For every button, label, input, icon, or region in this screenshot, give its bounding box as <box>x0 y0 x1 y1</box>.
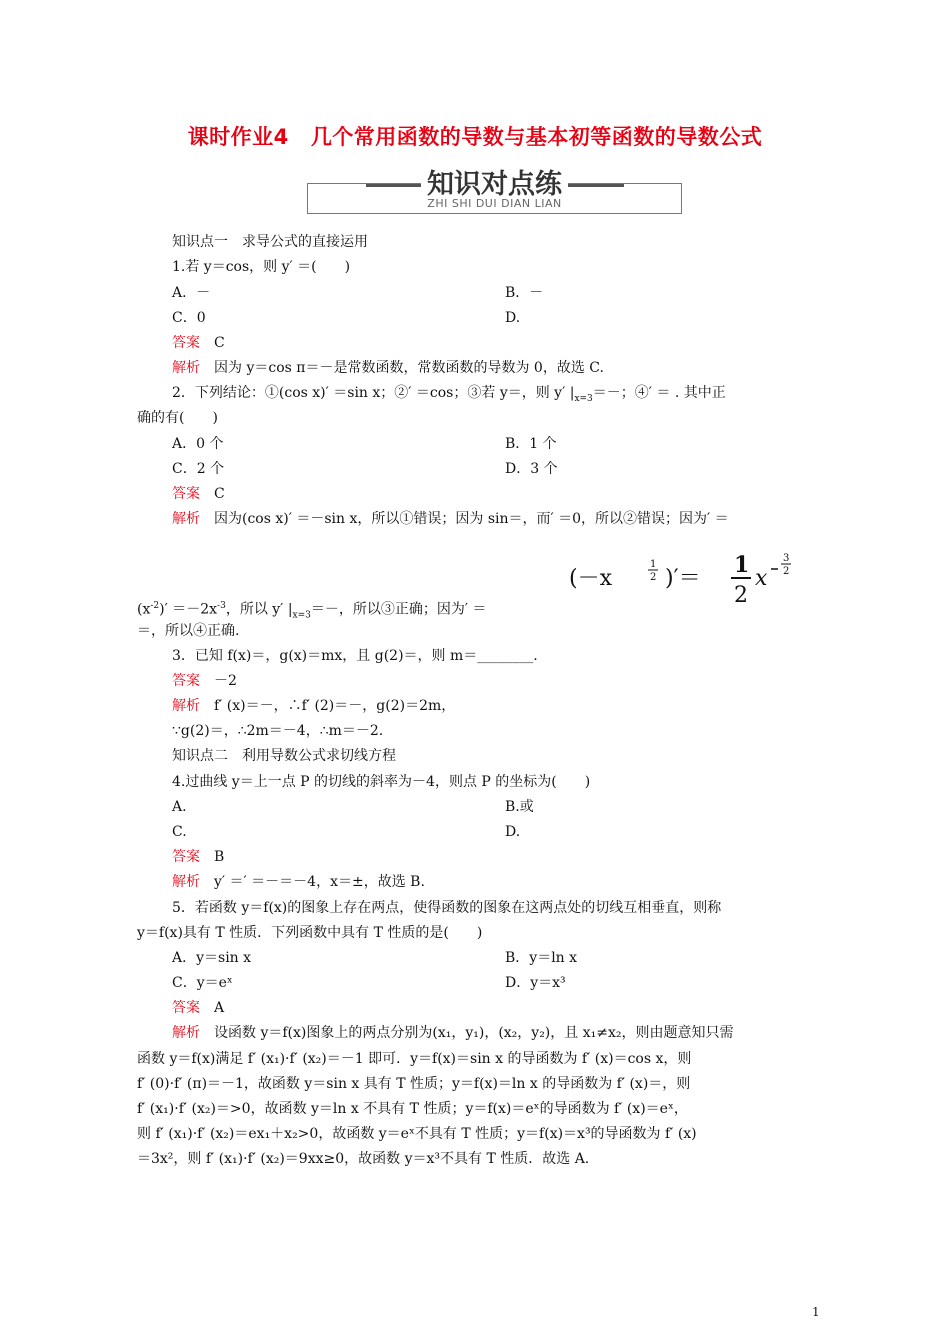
option-c: C．y＝eˣ <box>172 975 233 991</box>
analysis-line-cont: f′ (x₁)·f′ (x₂)＝>0，故函数 y＝ln x 不具有 T 性质；y＝f(x)＝eˣ的导函数为 f′ (x)＝eˣ， <box>137 1101 688 1117</box>
answer-line: 答案 A <box>172 1000 225 1016</box>
option-b: B．－ <box>505 285 544 301</box>
formula-image <box>569 545 815 605</box>
svg-text:2: 2 <box>650 572 657 583</box>
analysis-line: 解析 因为 y＝cos π＝－是常数函数，常数函数的导数为 0，故选 C. <box>172 360 604 376</box>
option-b: B．y＝ln x <box>505 950 578 966</box>
question-3: 3．已知 f(x)＝，g(x)＝mx，且 g(2)＝，则 m＝________. <box>172 648 538 664</box>
answer-line: 答案 C <box>172 486 225 502</box>
option-d: D．y＝x³ <box>505 975 566 991</box>
question-2-cont: 确的有( ) <box>137 410 218 426</box>
analysis-line-cont: 则 f′ (x₁)·f′ (x₂)＝ex₁＋x₂>0，故函数 y＝eˣ不具有 T 性质；y＝f(x)＝x³的导函数为 f′ (x) <box>137 1126 697 1142</box>
svg-text:1: 1 <box>650 559 657 570</box>
question-2: 2．下列结论：①(cos x)′ ＝sin x；②′ ＝cos；③若 y＝，则 y′ $|_{x=3}=-$；④′ ＝ . 其中正 <box>172 385 726 404</box>
analysis-line-cont: ＝，所以④正确. <box>137 623 240 639</box>
svg-text:(－x: (－x <box>569 566 612 591</box>
option-d: D. <box>505 824 521 840</box>
knowledge-point-1: 知识点一 求导公式的直接运用 <box>172 234 368 250</box>
option-b: B.或 <box>505 799 534 815</box>
svg-text:3: 3 <box>783 553 790 564</box>
svg-text:x: x <box>755 566 768 591</box>
option-a: A．0 个 <box>172 436 224 452</box>
svg-text:)′＝: )′＝ <box>665 566 701 591</box>
analysis-line-cont: ∵g(2)＝，∴2m＝－4，∴m＝－2. <box>172 723 384 739</box>
analysis-line: 解析 设函数 y＝f(x)图象上的两点分别为(x₁，y₁)，(x₂，y₂)，且 x₁≠x₂，则由题意知只需 <box>172 1025 734 1041</box>
knowledge-point-2: 知识点二 利用导数公式求切线方程 <box>172 748 396 764</box>
page-number: 1 <box>812 1305 820 1319</box>
answer-line: 答案 B <box>172 849 225 865</box>
analysis-line-cont: $(x^{-2})' =-2x^{-3}$，所以 y′ $|_{x=3}=-$，所以③正确；因为′ ＝ <box>137 601 487 621</box>
question-5-cont: y＝f(x)具有 T 性质．下列函数中具有 T 性质的是( ) <box>137 925 483 941</box>
banner-title: 知识对点练 <box>421 169 568 200</box>
option-a: A. <box>172 799 187 815</box>
option-c: C．2 个 <box>172 461 225 477</box>
analysis-line-cont: 函数 y＝f(x)满足 f′ (x₁)·f′ (x₂)＝－1 即可．y＝f(x)＝sin x 的导函数为 f′ (x)＝cos x，则 <box>137 1051 692 1067</box>
option-b: B．1 个 <box>505 436 557 452</box>
option-c: C. <box>172 824 187 840</box>
svg-text:2: 2 <box>734 583 748 605</box>
answer-line: 答案 －2 <box>172 673 237 689</box>
question-5: 5．若函数 y＝f(x)的图象上存在两点，使得函数的图象在这两点处的切线互相垂直，则称 <box>172 900 722 916</box>
question-4: 4.过曲线 y＝上一点 P 的切线的斜率为－4，则点 P 的坐标为( ) <box>172 774 591 790</box>
page-title: 课时作业4 几个常用函数的导数与基本初等函数的导数公式 <box>187 125 763 149</box>
answer-line: 答案 C <box>172 335 225 351</box>
option-c: C．0 <box>172 310 206 326</box>
question-1: 1.若 y＝cos，则 y′ ＝( ) <box>172 259 351 275</box>
option-d: D．3 个 <box>505 461 558 477</box>
svg-text:2: 2 <box>783 566 790 577</box>
section-banner <box>307 169 682 214</box>
option-a: A．－ <box>172 285 211 301</box>
banner-subtitle: ZHI SHI DUI DIAN LIAN <box>427 197 562 210</box>
analysis-line-cont: f′ (0)·f′ (π)＝－1，故函数 y＝sin x 具有 T 性质；y＝f(x)＝ln x 的导函数为 f′ (x)＝，则 <box>137 1076 691 1092</box>
option-a: A．y＝sin x <box>172 950 252 966</box>
analysis-line: 解析 因为(cos x)′ ＝－sin x，所以①错误；因为 sin＝，而′ ＝0，所以②错误；因为′ ＝ <box>172 511 729 527</box>
analysis-line-cont: ＝3x²，则 f′ (x₁)·f′ (x₂)＝9xx≥0，故函数 y＝x³不具有 T 性质．故选 A. <box>137 1151 590 1167</box>
option-d: D. <box>505 310 521 326</box>
analysis-line: 解析 f′ (x)＝－，∴f′ (2)＝－，g(2)＝2m， <box>172 698 456 714</box>
analysis-line: 解析 y′ ＝′ ＝－＝－4，x＝±，故选 B. <box>172 874 425 890</box>
svg-text:1: 1 <box>734 552 750 578</box>
